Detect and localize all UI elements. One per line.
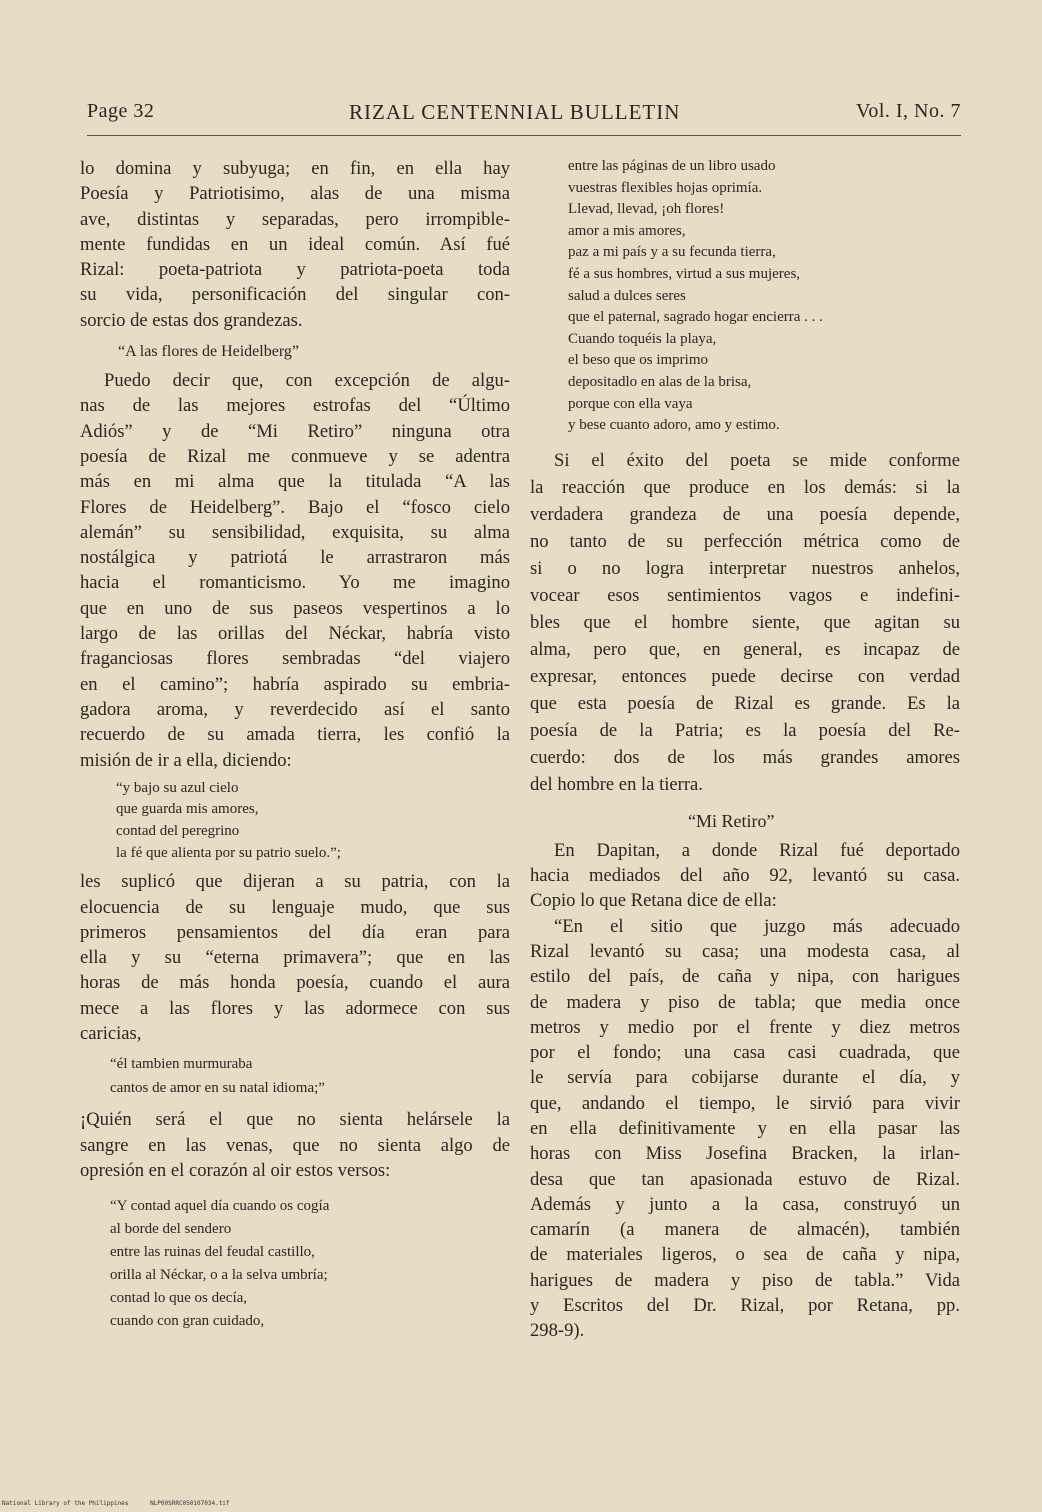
text-line: entre las páginas de un libro usado [568, 158, 776, 174]
text-line: ave, distintas y separadas, pero irrompible- [80, 208, 510, 230]
text-line: si o no logra interpretar nuestros anhelos, [530, 557, 960, 579]
text-line: contad del peregrino [116, 823, 240, 840]
text-line: más en mi alma que la titulada “A las [80, 471, 510, 493]
paragraph [80, 156, 510, 333]
text-line: su vida, personificación del singular con- [80, 284, 510, 306]
text-line: metros y medio por el frente y diez metros [530, 1016, 960, 1038]
text-line: alma, pero que, en general, es incapaz de [530, 638, 960, 660]
text-line: caricias, [80, 1022, 142, 1044]
page-header [87, 100, 961, 128]
library-credit: National Library of the Philippines [2, 1500, 129, 1507]
text-line: y Escritos del Dr. Rizal, por Retana, pp. [530, 1295, 960, 1317]
text-line: horas de más honda poesía, cuando el aura [80, 972, 510, 994]
text-line: que esta poesía de Rizal es grande. Es la [530, 692, 960, 714]
text-line: ella y su “eterna primavera”; que en las [80, 947, 510, 969]
text-line: “En el sitio que juzgo más adecuado [554, 915, 960, 937]
text-line: no tanto de su perfección métrica como de [530, 530, 960, 552]
text-line: paz a mi país y a su fecunda tierra, [568, 244, 776, 261]
text-line: nostálgica y patriotá le arrastraron más [80, 547, 510, 569]
text-line: camarín (a manera de almacén), también [530, 1219, 960, 1241]
text-line: entre las ruinas del feudal castillo, [110, 1244, 315, 1261]
verse-quote [110, 1195, 510, 1333]
text-line: “Y contad aquel día cuando os cogía [110, 1198, 330, 1215]
header-rule [87, 135, 961, 136]
text-line: el beso que os imprimo [568, 352, 708, 369]
text-line: vuestras flexibles hojas oprimía. [568, 179, 763, 196]
text-line: nas de las mejores estrofas del “Último [80, 395, 510, 417]
text-line: les suplicó que dijeran a su patria, con la [80, 871, 510, 893]
text-line: poesía de la Patria; es la poesía del Re- [530, 719, 960, 741]
file-name: NLP00SRRC050107034.tif [150, 1500, 230, 1507]
text-line: que en uno de sus paseos vespertinos a lo [80, 597, 510, 619]
text-line: vocear esos sentimientos vagos e indefini- [530, 584, 960, 606]
text-line: mente fundidas en un ideal común. Así fué [80, 233, 510, 255]
text-line: Si el éxito del poeta se mide conforme [554, 449, 960, 471]
text-line: que el paternal, sagrado hogar encierra . . . [568, 309, 823, 326]
verse-quote [110, 1052, 510, 1100]
text-line: que guarda mis amores, [116, 801, 259, 818]
text-line: al borde del sendero [110, 1221, 232, 1238]
text-line: Rizal: poeta-patriota y patriota-poeta toda [80, 259, 510, 281]
text-line: hacia mediados del año 92, levantó su casa. [530, 865, 960, 887]
text-line: estilo del país, de caña y nipa, con harigues [530, 966, 960, 988]
text-line: Flores de Heidelberg”. Bajo el “fosco cielo [80, 496, 510, 518]
text-line: “él tambien murmuraba [110, 1056, 253, 1073]
text-line: Llevad, llevad, ¡oh flores! [568, 201, 725, 218]
text-line: por el fondo; una casa casi cuadrada, que [530, 1042, 960, 1064]
text-line: Poesía y Patriotisimo, alas de una misma [80, 183, 510, 205]
text-line: salud a dulces seres [568, 287, 686, 304]
verse-quote [116, 778, 510, 864]
volume-number: Vol. I, No. 7 [855, 100, 961, 122]
text-line: recuerdo de su amada tierra, les confió la [80, 724, 510, 746]
text-line: Rizal levantó su casa; una modesta casa, al [530, 940, 960, 962]
text-line: contad lo que os decía, [110, 1290, 248, 1307]
text-line: fraganciosas flores sembradas “del viajero [80, 648, 510, 670]
text-line: sorcio de estas dos grandezas. [80, 309, 303, 331]
scan-footer [2, 1500, 248, 1507]
text-line: Adiós” y de “Mi Retiro” ninguna otra [80, 420, 510, 442]
text-line: expresar, entonces puede decirse con verdad [530, 665, 960, 687]
verse-quote [568, 156, 960, 437]
text-line: hacia el romanticismo. Yo me imagino [80, 572, 510, 594]
text-line: en el camino”; habría aspirado su embria- [80, 673, 510, 695]
text-line: “y bajo su azul cielo [116, 779, 239, 796]
text-line: poesía de Rizal me conmueve y se adentra [80, 445, 510, 467]
text-line: le servía para cobijarse durante el día, y [530, 1067, 960, 1089]
text-line: bles que el hombre siente, que agitan su [530, 611, 960, 633]
text-line: gadora aroma, y reverdecido así el santo [80, 698, 510, 720]
paragraph [530, 838, 960, 914]
text-line: de madera y piso de tabla; que media once [530, 991, 960, 1013]
page-number: Page 32 [87, 100, 155, 122]
text-line: cuerdo: dos de los más grandes amores [530, 746, 960, 768]
text-line: harigues de madera y piso de tabla.” Vida [530, 1269, 960, 1291]
text-line: amor a mis amores, [568, 222, 686, 239]
text-line: Copio lo que Retana dice de ella: [530, 890, 777, 912]
paragraph [80, 869, 510, 1046]
text-line: la fé que alienta por su patrio suelo.”; [116, 844, 341, 861]
text-line: 298-9). [530, 1320, 585, 1342]
right-column [530, 156, 960, 1344]
text-line: en ella definitivamente y en ella pasar las [530, 1117, 960, 1139]
text-line: fé a sus hombres, virtud a sus mujeres, [568, 265, 801, 282]
text-line: que, andando el tiempo, le sirvió para vivir [530, 1092, 960, 1114]
text-line: lo domina y subyuga; en fin, en ella hay [80, 158, 510, 179]
section-heading-heidelberg: “A las flores de Heidelberg” [118, 343, 299, 361]
text-line: cuando con gran cuidado, [110, 1313, 265, 1330]
text-line: la reacción que produce en los demás: si la [530, 476, 960, 498]
text-line: desa que tan apasionada estuvo de Rizal. [530, 1168, 960, 1190]
text-line: cantos de amor en su natal idioma;” [110, 1080, 325, 1097]
text-line: del hombre en la tierra. [530, 773, 703, 795]
publication-title: RIZAL CENTENNIAL BULLETIN [349, 100, 681, 124]
text-line: porque con ella vaya [568, 395, 693, 412]
text-line: primeros pensamientos del día eran para [80, 921, 510, 943]
section-heading-mi-retiro: “Mi Retiro” [688, 810, 775, 831]
text-line: alemán” su sensibilidad, exquisita, su alma [80, 521, 510, 543]
paragraph [80, 1107, 510, 1183]
text-line: verdadera grandeza de una poesía depende, [530, 503, 960, 525]
text-line: sangre en las venas, que no sienta algo de [80, 1134, 510, 1156]
text-line: largo de las orillas del Néckar, habría visto [80, 623, 510, 645]
text-line: misión de ir a ella, diciendo: [80, 749, 292, 771]
text-line: orilla al Néckar, o a la selva umbría; [110, 1267, 328, 1284]
paragraph [80, 368, 510, 773]
text-line: y bese cuanto adoro, amo y estimo. [568, 417, 780, 434]
text-line: horas con Miss Josefina Bracken, la irlan- [530, 1143, 960, 1165]
text-line: depositadlo en alas de la brisa, [568, 373, 752, 390]
text-line: elocuencia de su lenguaje mudo, que sus [80, 896, 510, 918]
text-line: Cuando toquéis la playa, [568, 330, 717, 347]
text-line: Puedo decir que, con excepción de algu- [104, 370, 510, 392]
text-line: ¡Quién será el que no sienta helársele la [80, 1109, 510, 1131]
paragraph [530, 914, 960, 1344]
text-line: En Dapitan, a donde Rizal fué deportado [554, 839, 960, 861]
text-line: mece a las flores y las adormece con sus [80, 997, 510, 1019]
text-line: opresión en el corazón al oir estos versos: [80, 1159, 391, 1181]
text-line: de materiales ligeros, o sea de caña y nipa, [530, 1244, 960, 1266]
left-column [80, 156, 510, 1333]
paragraph [530, 447, 960, 798]
text-line: Además y junto a la casa, construyó un [530, 1193, 960, 1215]
